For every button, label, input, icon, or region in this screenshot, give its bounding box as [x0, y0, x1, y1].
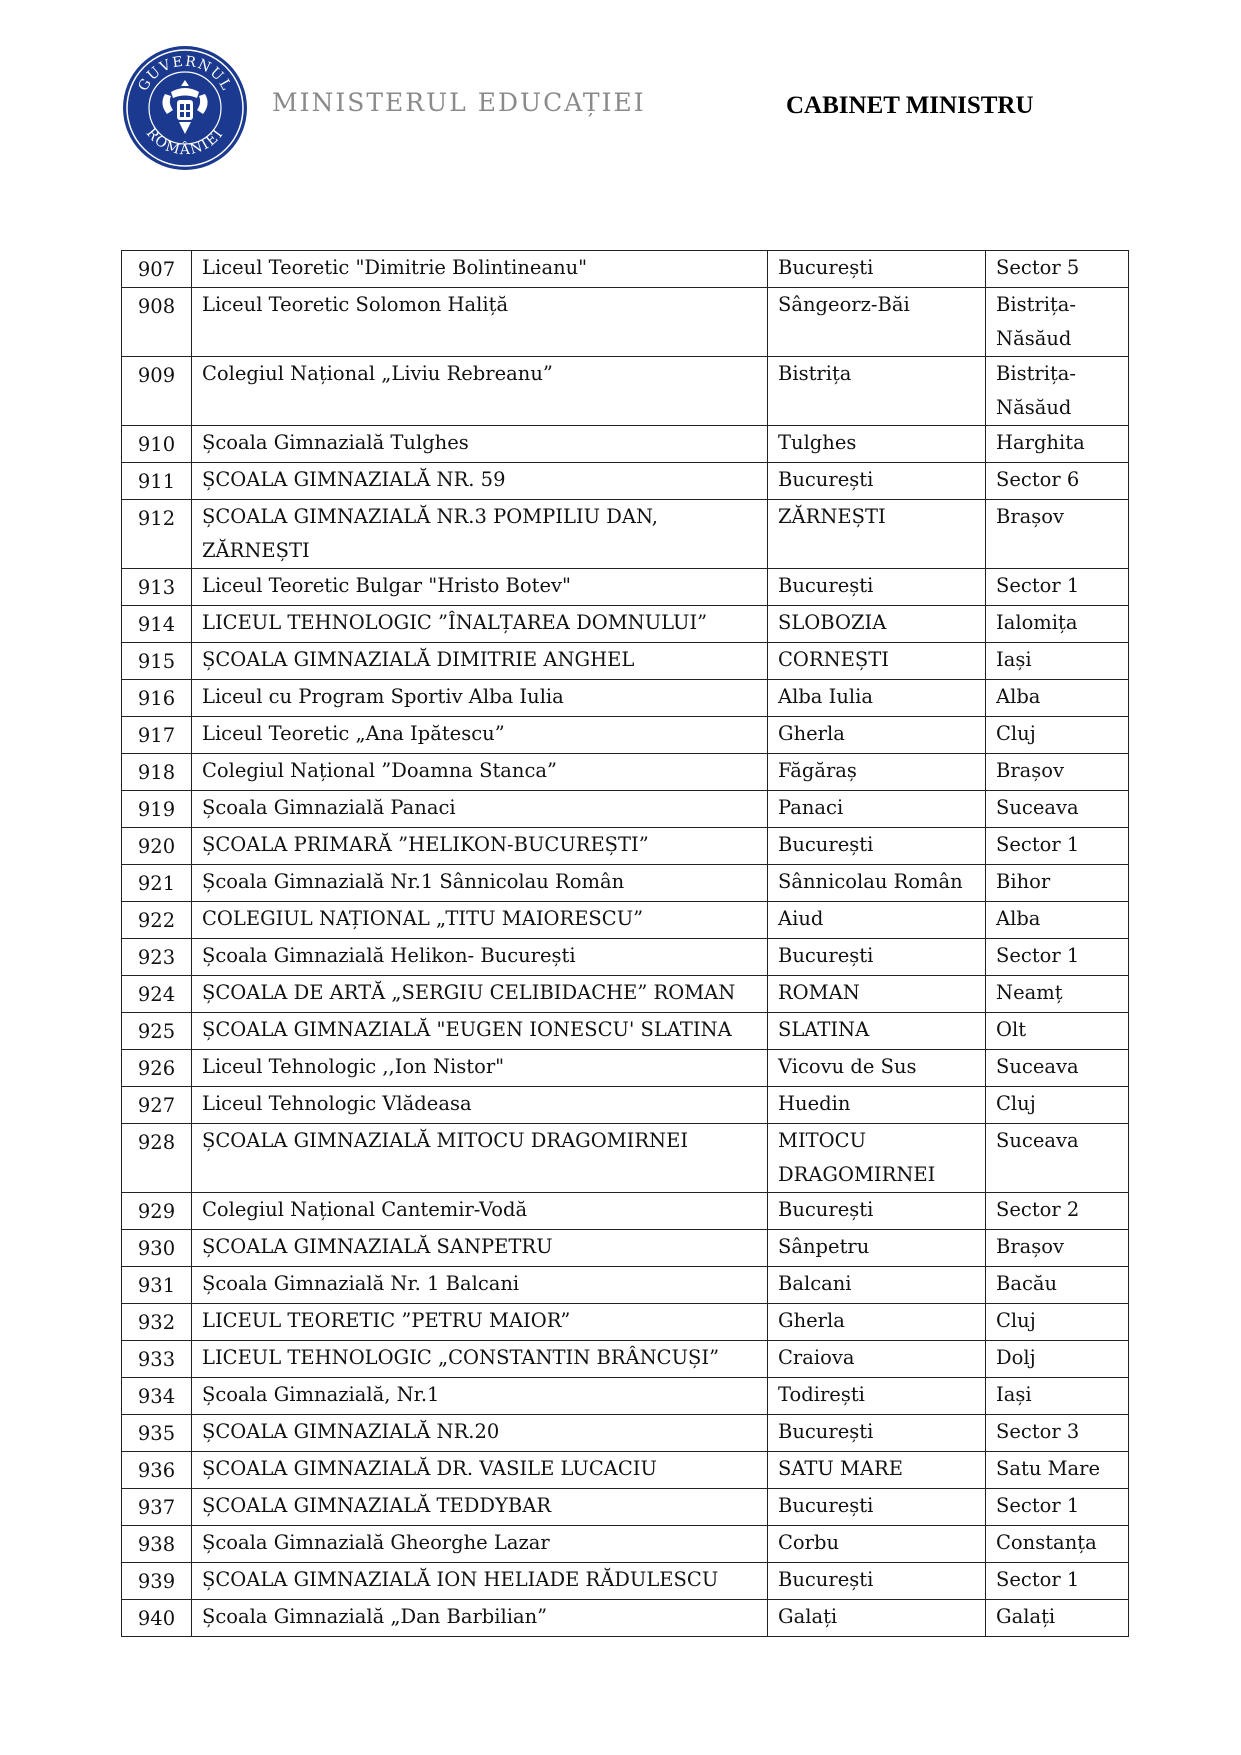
schools-table [121, 250, 1129, 1637]
county-cell: Sector 2 [986, 1193, 1129, 1230]
row-number-cell: 922 [122, 902, 192, 939]
county-cell: Satu Mare [986, 1452, 1129, 1489]
county-cell: Alba [986, 680, 1129, 717]
city-cell: București [768, 828, 986, 865]
table-row [122, 754, 1129, 791]
table-row [122, 1267, 1129, 1304]
city-cell: Tulghes [768, 426, 986, 463]
school-name-cell: ȘCOALA PRIMARĂ ”HELIKON-BUCUREȘTI” [192, 828, 768, 865]
row-number-cell: 927 [122, 1087, 192, 1124]
county-cell: Neamț [986, 976, 1129, 1013]
table-row [122, 463, 1129, 500]
table-row [122, 606, 1129, 643]
row-number-cell: 928 [122, 1124, 192, 1193]
county-cell: Iași [986, 1378, 1129, 1415]
row-number-cell: 913 [122, 569, 192, 606]
county-cell: Brașov [986, 754, 1129, 791]
county-cell: Sector 1 [986, 1563, 1129, 1600]
row-number-cell: 937 [122, 1489, 192, 1526]
school-name-cell: Școala Gimnazială Nr. 1 Balcani [192, 1267, 768, 1304]
county-cell: Alba [986, 902, 1129, 939]
row-number-cell: 933 [122, 1341, 192, 1378]
county-cell: Bacău [986, 1267, 1129, 1304]
table-row [122, 1415, 1129, 1452]
school-name-cell: ȘCOALA GIMNAZIALĂ "EUGEN IONESCU' SLATINA [192, 1013, 768, 1050]
city-cell: Panaci [768, 791, 986, 828]
city-cell: Aiud [768, 902, 986, 939]
row-number-cell: 907 [122, 251, 192, 288]
row-number-cell: 924 [122, 976, 192, 1013]
table-row [122, 1050, 1129, 1087]
row-number-cell: 940 [122, 1600, 192, 1637]
table-row [122, 357, 1129, 426]
schools-table-body [122, 251, 1129, 1637]
row-number-cell: 936 [122, 1452, 192, 1489]
row-number-cell: 910 [122, 426, 192, 463]
county-cell: Sector 6 [986, 463, 1129, 500]
city-cell: București [768, 1415, 986, 1452]
table-row [122, 1563, 1129, 1600]
row-number-cell: 915 [122, 643, 192, 680]
row-number-cell: 917 [122, 717, 192, 754]
row-number-cell: 925 [122, 1013, 192, 1050]
emblem-text-top: GUVERNUL [135, 53, 235, 94]
school-name-cell: ȘCOALA GIMNAZIALĂ NR.3 POMPILIU DAN, ZĂRNEȘTI [192, 500, 768, 569]
city-cell: București [768, 463, 986, 500]
county-cell: Bistrița-Năsăud [986, 288, 1129, 357]
county-cell: Sector 1 [986, 1489, 1129, 1526]
school-name-cell: LICEUL TEHNOLOGIC ”ÎNALȚAREA DOMNULUI” [192, 606, 768, 643]
school-name-cell: Colegiul Național Cantemir-Vodă [192, 1193, 768, 1230]
county-cell: Sector 1 [986, 828, 1129, 865]
school-name-cell: Școala Gimnazială Helikon- București [192, 939, 768, 976]
city-cell: București [768, 1489, 986, 1526]
county-cell: Cluj [986, 1304, 1129, 1341]
city-cell: Craiova [768, 1341, 986, 1378]
school-name-cell: Școala Gimnazială Tulghes [192, 426, 768, 463]
school-name-cell: ȘCOALA GIMNAZIALĂ DIMITRIE ANGHEL [192, 643, 768, 680]
table-row [122, 426, 1129, 463]
county-cell: Brașov [986, 1230, 1129, 1267]
county-cell: Ialomița [986, 606, 1129, 643]
table-row [122, 1489, 1129, 1526]
county-cell: Sector 5 [986, 251, 1129, 288]
city-cell: MITOCU DRAGOMIRNEI [768, 1124, 986, 1193]
table-row [122, 717, 1129, 754]
city-cell: Corbu [768, 1526, 986, 1563]
table-row [122, 976, 1129, 1013]
county-cell: Bihor [986, 865, 1129, 902]
table-row [122, 902, 1129, 939]
school-name-cell: ȘCOALA GIMNAZIALĂ NR. 59 [192, 463, 768, 500]
school-name-cell: Liceul Tehnologic ,,Ion Nistor" [192, 1050, 768, 1087]
table-row [122, 1378, 1129, 1415]
table-row [122, 865, 1129, 902]
county-cell: Bistrița-Năsăud [986, 357, 1129, 426]
county-cell: Iași [986, 643, 1129, 680]
school-name-cell: ȘCOALA GIMNAZIALĂ NR.20 [192, 1415, 768, 1452]
school-name-cell: LICEUL TEHNOLOGIC „CONSTANTIN BRÂNCUȘI” [192, 1341, 768, 1378]
city-cell: Huedin [768, 1087, 986, 1124]
city-cell: Sânnicolau Român [768, 865, 986, 902]
school-name-cell: Școala Gimnazială „Dan Barbilian” [192, 1600, 768, 1637]
table-row [122, 1193, 1129, 1230]
row-number-cell: 934 [122, 1378, 192, 1415]
county-cell: Constanța [986, 1526, 1129, 1563]
city-cell: Gherla [768, 717, 986, 754]
row-number-cell: 930 [122, 1230, 192, 1267]
school-name-cell: Liceul Teoretic „Ana Ipătescu” [192, 717, 768, 754]
page-header [0, 0, 1241, 200]
county-cell: Sector 1 [986, 939, 1129, 976]
city-cell: SLATINA [768, 1013, 986, 1050]
county-cell: Cluj [986, 1087, 1129, 1124]
row-number-cell: 909 [122, 357, 192, 426]
table-row [122, 1526, 1129, 1563]
table-row [122, 251, 1129, 288]
table-row [122, 1087, 1129, 1124]
school-name-cell: LICEUL TEORETIC ”PETRU MAIOR” [192, 1304, 768, 1341]
row-number-cell: 931 [122, 1267, 192, 1304]
city-cell: Vicovu de Sus [768, 1050, 986, 1087]
city-cell: Balcani [768, 1267, 986, 1304]
table-row [122, 1124, 1129, 1193]
city-cell: SLOBOZIA [768, 606, 986, 643]
city-cell: București [768, 251, 986, 288]
table-row [122, 288, 1129, 357]
school-name-cell: ȘCOALA GIMNAZIALĂ ION HELIADE RĂDULESCU [192, 1563, 768, 1600]
county-cell: Sector 1 [986, 569, 1129, 606]
row-number-cell: 918 [122, 754, 192, 791]
school-name-cell: Colegiul Național „Liviu Rebreanu” [192, 357, 768, 426]
school-name-cell: COLEGIUL NAȚIONAL „TITU MAIORESCU” [192, 902, 768, 939]
table-row [122, 1013, 1129, 1050]
table-row [122, 643, 1129, 680]
city-cell: București [768, 939, 986, 976]
city-cell: Făgăraș [768, 754, 986, 791]
city-cell: Bistrița [768, 357, 986, 426]
county-cell: Cluj [986, 717, 1129, 754]
school-name-cell: Liceul Teoretic "Dimitrie Bolintineanu" [192, 251, 768, 288]
school-name-cell: Liceul Tehnologic Vlădeasa [192, 1087, 768, 1124]
row-number-cell: 929 [122, 1193, 192, 1230]
city-cell: Todirești [768, 1378, 986, 1415]
table-row [122, 500, 1129, 569]
county-cell: Suceava [986, 1050, 1129, 1087]
row-number-cell: 921 [122, 865, 192, 902]
city-cell: București [768, 1563, 986, 1600]
school-name-cell: ȘCOALA GIMNAZIALĂ TEDDYBAR [192, 1489, 768, 1526]
table-row [122, 1452, 1129, 1489]
table-row [122, 680, 1129, 717]
table-row [122, 791, 1129, 828]
city-cell: Sângeorz-Băi [768, 288, 986, 357]
government-emblem-icon [121, 44, 249, 172]
city-cell: Alba Iulia [768, 680, 986, 717]
row-number-cell: 919 [122, 791, 192, 828]
county-cell: Harghita [986, 426, 1129, 463]
city-cell: ZĂRNEȘTI [768, 500, 986, 569]
row-number-cell: 923 [122, 939, 192, 976]
row-number-cell: 911 [122, 463, 192, 500]
row-number-cell: 939 [122, 1563, 192, 1600]
school-name-cell: Școala Gimnazială Gheorghe Lazar [192, 1526, 768, 1563]
county-cell: Suceava [986, 1124, 1129, 1193]
row-number-cell: 932 [122, 1304, 192, 1341]
county-cell: Olt [986, 1013, 1129, 1050]
table-row [122, 828, 1129, 865]
city-cell: ROMAN [768, 976, 986, 1013]
school-name-cell: Liceul Teoretic Bulgar "Hristo Botev" [192, 569, 768, 606]
row-number-cell: 920 [122, 828, 192, 865]
school-name-cell: ȘCOALA GIMNAZIALĂ MITOCU DRAGOMIRNEI [192, 1124, 768, 1193]
row-number-cell: 926 [122, 1050, 192, 1087]
school-name-cell: Liceul cu Program Sportiv Alba Iulia [192, 680, 768, 717]
city-cell: București [768, 1193, 986, 1230]
table-row [122, 1304, 1129, 1341]
county-cell: Suceava [986, 791, 1129, 828]
row-number-cell: 912 [122, 500, 192, 569]
table-row [122, 939, 1129, 976]
city-cell: Galați [768, 1600, 986, 1637]
school-name-cell: Școala Gimnazială Nr.1 Sânnicolau Român [192, 865, 768, 902]
table-row [122, 1341, 1129, 1378]
city-cell: București [768, 569, 986, 606]
emblem-text-bottom: ROMÂNIEI [142, 125, 228, 159]
county-cell: Sector 3 [986, 1415, 1129, 1452]
row-number-cell: 938 [122, 1526, 192, 1563]
city-cell: Sânpetru [768, 1230, 986, 1267]
school-name-cell: Colegiul Național ”Doamna Stanca” [192, 754, 768, 791]
cabinet-title: CABINET MINISTRU [786, 92, 1034, 119]
row-number-cell: 914 [122, 606, 192, 643]
ministry-name: MINISTERUL EDUCAȚIEI [272, 88, 646, 117]
city-cell: CORNEȘTI [768, 643, 986, 680]
county-cell: Galați [986, 1600, 1129, 1637]
school-name-cell: Școala Gimnazială Panaci [192, 791, 768, 828]
county-cell: Brașov [986, 500, 1129, 569]
school-name-cell: ȘCOALA GIMNAZIALĂ DR. VASILE LUCACIU [192, 1452, 768, 1489]
school-name-cell: ȘCOALA GIMNAZIALĂ SANPETRU [192, 1230, 768, 1267]
school-name-cell: Școala Gimnazială, Nr.1 [192, 1378, 768, 1415]
school-name-cell: Liceul Teoretic Solomon Haliță [192, 288, 768, 357]
row-number-cell: 935 [122, 1415, 192, 1452]
county-cell: Dolj [986, 1341, 1129, 1378]
city-cell: SATU MARE [768, 1452, 986, 1489]
table-row [122, 1230, 1129, 1267]
school-name-cell: ȘCOALA DE ARTĂ „SERGIU CELIBIDACHE” ROMAN [192, 976, 768, 1013]
row-number-cell: 916 [122, 680, 192, 717]
row-number-cell: 908 [122, 288, 192, 357]
table-row [122, 1600, 1129, 1637]
city-cell: Gherla [768, 1304, 986, 1341]
table-row [122, 569, 1129, 606]
